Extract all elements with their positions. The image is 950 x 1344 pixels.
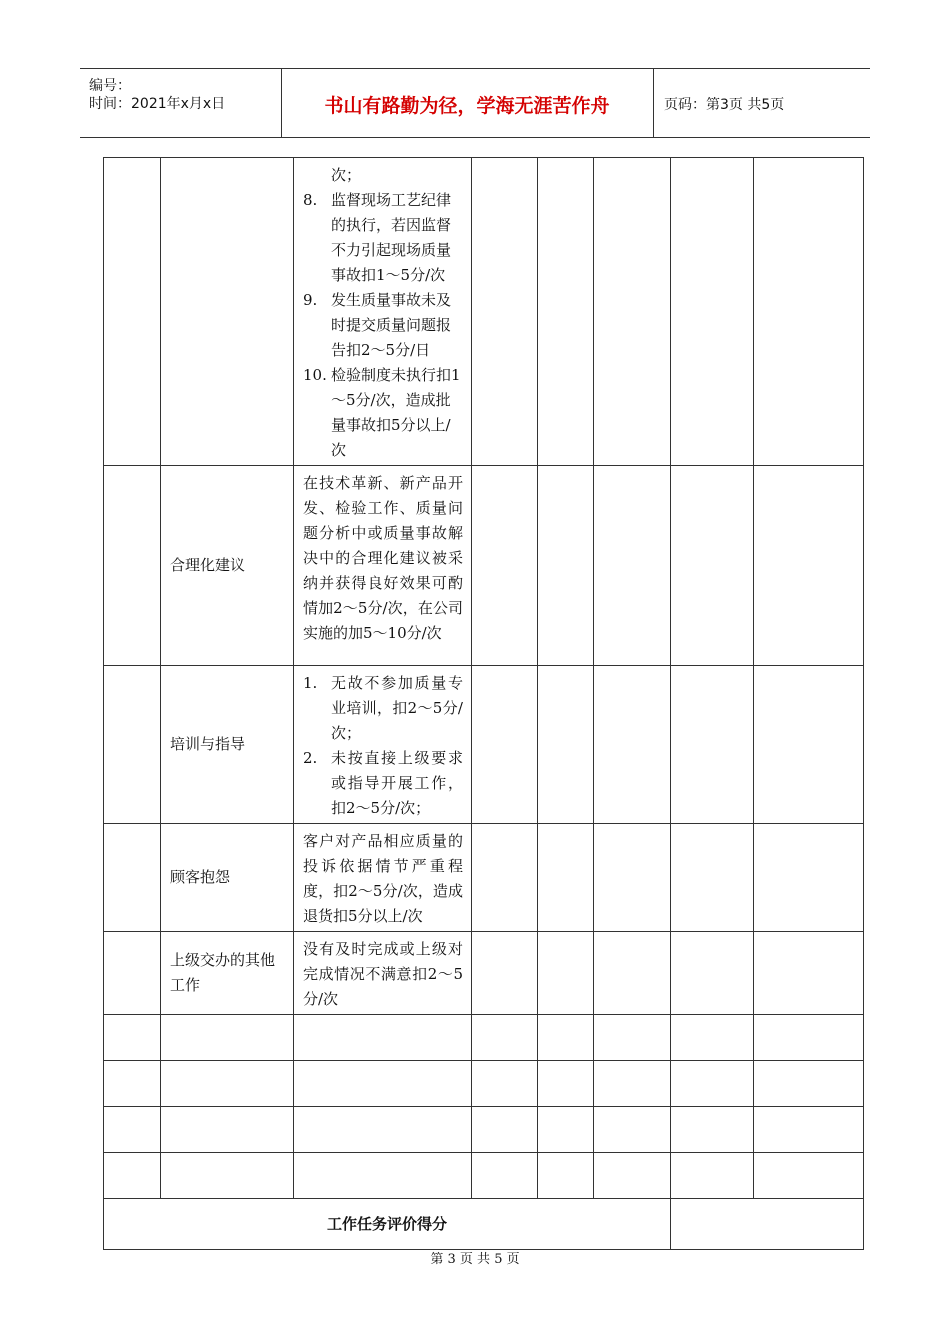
- score-cell: [754, 158, 864, 466]
- seq-cell: [104, 1107, 161, 1153]
- score-cell: [472, 1015, 538, 1061]
- standard-cell: [294, 158, 472, 466]
- seq-cell: [104, 932, 161, 1015]
- page-footer: 第 3 页 共 5 页: [430, 1252, 520, 1267]
- score-cell: [594, 666, 671, 824]
- item-cell: [161, 158, 294, 466]
- table-row: [104, 1107, 864, 1153]
- score-cell: [538, 1061, 594, 1107]
- standard-text: 没有及时完成或上级对完成情况不满意扣2～5分/次: [303, 940, 463, 1008]
- list-item: 8. 监督现场工艺纪律的执行，若因监督不力引起现场质量事故扣1～5分/次: [303, 191, 452, 284]
- score-cell: [538, 666, 594, 824]
- seq-cell: [104, 1061, 161, 1107]
- seq-cell: [104, 158, 161, 466]
- score-cell: [472, 1061, 538, 1107]
- score-cell: [671, 932, 754, 1015]
- score-cell: [538, 1015, 594, 1061]
- total-label: 工作任务评价得分: [104, 1199, 671, 1250]
- item-cell: 上级交办的其他工作: [161, 932, 294, 1015]
- score-cell: [538, 932, 594, 1015]
- score-cell: [671, 1061, 754, 1107]
- item-cell: [161, 1015, 294, 1061]
- score-cell: [754, 666, 864, 824]
- score-cell: [594, 1015, 671, 1061]
- item-cell: [161, 1107, 294, 1153]
- list-item: 1. 无故不参加质量专业培训，扣2～5分/次；: [303, 674, 463, 742]
- list-item: 10. 检验制度未执行扣1～5分/次，造成批量事故扣5分以上/次: [303, 366, 461, 459]
- seq-cell: [104, 1153, 161, 1199]
- standard-cell: [294, 466, 472, 666]
- score-cell: [671, 824, 754, 932]
- list-item: 次；: [331, 166, 362, 184]
- score-cell: [754, 824, 864, 932]
- header-page-cell: [654, 69, 870, 137]
- score-cell: [472, 932, 538, 1015]
- list-item: 9. 发生质量事故未及时提交质量问题报告扣2～5分/日: [303, 291, 452, 359]
- seq-cell: [104, 824, 161, 932]
- score-cell: [754, 466, 864, 666]
- table-row: [104, 932, 864, 1015]
- score-cell: [538, 1153, 594, 1199]
- standard-cell: [294, 1061, 472, 1107]
- table-row: [104, 824, 864, 932]
- score-cell: [472, 666, 538, 824]
- score-cell: [538, 824, 594, 932]
- page-header: [80, 68, 870, 138]
- item-cell: [161, 1153, 294, 1199]
- standard-cell: [294, 1107, 472, 1153]
- score-cell: [671, 466, 754, 666]
- standard-cell: [294, 666, 472, 824]
- standard-cell: [294, 824, 472, 932]
- score-cell: [754, 1107, 864, 1153]
- standard-cell: [294, 932, 472, 1015]
- table-row: [104, 1153, 864, 1199]
- seq-cell: [104, 466, 161, 666]
- score-cell: [594, 1061, 671, 1107]
- standard-text: 在技术革新、新产品开发、检验工作、质量问题分析中或质量事故解决中的合理化建议被采纳并获得良好效果可酌情加2～5分/次，在公司实施的加5～10分/次: [303, 474, 463, 642]
- score-cell: [472, 824, 538, 932]
- score-cell: [671, 1015, 754, 1061]
- score-cell: [538, 158, 594, 466]
- item-cell: 合理化建议: [161, 466, 294, 666]
- table-row: [104, 158, 864, 466]
- table-row: [104, 1015, 864, 1061]
- total-row: [104, 1199, 864, 1250]
- item-cell: [161, 1061, 294, 1107]
- score-cell: [594, 824, 671, 932]
- seq-cell: [104, 1015, 161, 1061]
- score-cell: [754, 1061, 864, 1107]
- score-cell: [472, 1153, 538, 1199]
- score-cell: [594, 1107, 671, 1153]
- score-cell: [472, 466, 538, 666]
- standard-cell: [294, 1153, 472, 1199]
- motto: 书山有路勤为径，学海无涯苦作舟: [324, 95, 610, 117]
- score-cell: [594, 932, 671, 1015]
- header-meta: [80, 69, 282, 137]
- number-label: 编号：: [89, 78, 131, 94]
- list-item: 2. 未按直接上级要求或指导开展工作，扣2～5分/次；: [303, 749, 463, 817]
- date-label: 时间：2021年x月x日: [89, 96, 226, 112]
- score-cell: [671, 1107, 754, 1153]
- score-cell: [472, 158, 538, 466]
- evaluation-table: [103, 157, 864, 1250]
- standard-text: 客户对产品相应质量的投诉依据情节严重程度，扣2～5分/次，造成退货扣5分以上/次: [303, 832, 463, 925]
- score-cell: [594, 1153, 671, 1199]
- score-cell: [538, 466, 594, 666]
- score-cell: [472, 1107, 538, 1153]
- seq-cell: [104, 666, 161, 824]
- score-cell: [671, 1153, 754, 1199]
- score-cell: [671, 666, 754, 824]
- score-cell: [754, 1015, 864, 1061]
- item-cell: 顾客抱怨: [161, 824, 294, 932]
- table-row: [104, 666, 864, 824]
- score-cell: [754, 932, 864, 1015]
- score-cell: [594, 158, 671, 466]
- score-cell: [594, 466, 671, 666]
- total-score-cell: [671, 1199, 864, 1250]
- table-row: [104, 466, 864, 666]
- page-number-label: 页码：第3页 共5页: [664, 97, 785, 113]
- standard-cell: [294, 1015, 472, 1061]
- item-cell: 培训与指导: [161, 666, 294, 824]
- score-cell: [671, 158, 754, 466]
- score-cell: [754, 1153, 864, 1199]
- header-motto-cell: [281, 69, 654, 137]
- score-cell: [538, 1107, 594, 1153]
- table-row: [104, 1061, 864, 1107]
